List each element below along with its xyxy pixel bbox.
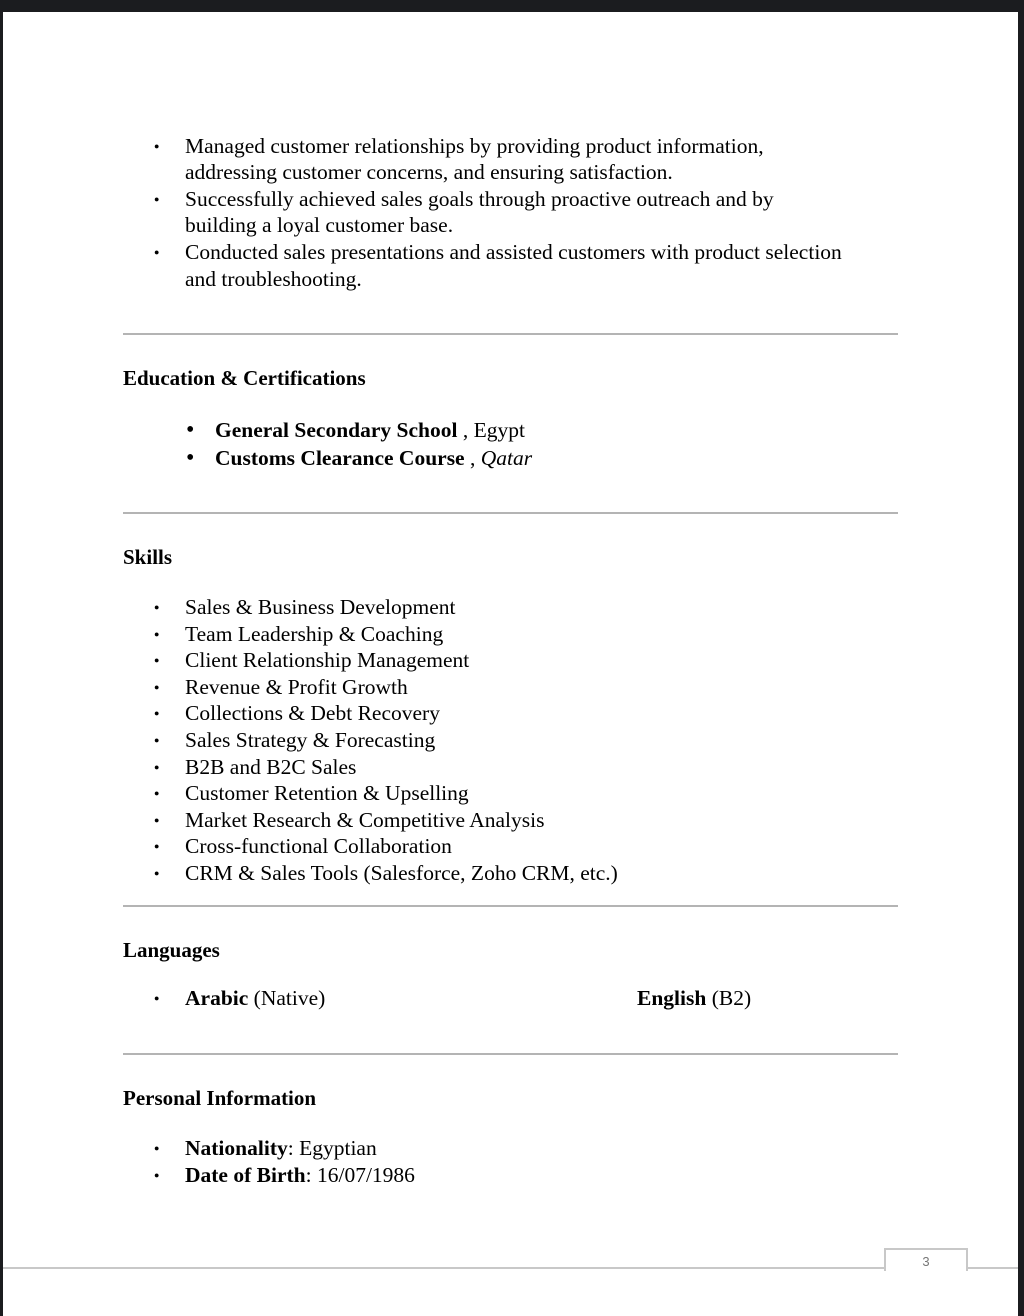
personal-label: Nationality — [185, 1136, 288, 1160]
language-item — [637, 985, 751, 1011]
bullet-icon: ● — [154, 761, 160, 772]
experience-line: addressing customer concerns, and ensuring satisfaction. — [185, 160, 673, 184]
section-divider — [123, 333, 898, 335]
skill-item: Market Research & Competitive Analysis — [185, 807, 545, 832]
skill-item: Sales Strategy & Forecasting — [185, 728, 436, 752]
language-name: Arabic — [185, 986, 249, 1010]
personal-value: : Egyptian — [287, 1136, 377, 1160]
personal-heading: Personal Information — [123, 1086, 317, 1110]
experience-line: Conducted sales presentations and assisted customers with product selection — [185, 240, 842, 264]
bullet-icon: ● — [154, 602, 160, 612]
experience-line: Successfully achieved sales goals through proactive outreach and by — [185, 187, 774, 211]
bullet-icon: ● — [154, 247, 160, 257]
section-divider — [123, 1053, 898, 1055]
experience-line: building a loyal customer base. — [185, 213, 454, 237]
education-location: Qatar — [480, 446, 533, 470]
bullet-icon: • — [186, 445, 195, 471]
personal-label: Date of Birth — [185, 1163, 306, 1187]
skill-item: B2B and B2C Sales — [185, 754, 357, 779]
skill-item: Sales & Business Development — [185, 595, 456, 619]
education-heading: Education & Certifications — [123, 366, 366, 390]
education-location: Egypt — [473, 418, 525, 442]
language-name: English — [637, 986, 707, 1010]
skill-item: Team Leadership & Coaching — [185, 621, 444, 646]
bullet-icon: ● — [154, 141, 160, 151]
skill-item: Collections & Debt Recovery — [185, 701, 440, 726]
bullet-icon: • — [186, 417, 195, 443]
bullet-icon: ● — [154, 735, 160, 745]
skill-item: Revenue & Profit Growth — [185, 674, 408, 699]
footer-line — [3, 1267, 1018, 1269]
languages-heading: Languages — [123, 938, 220, 962]
bullet-icon: ● — [154, 194, 160, 204]
skills-heading: Skills — [123, 545, 173, 569]
skill-item: Cross-functional Collaboration — [185, 834, 452, 859]
personal-item — [185, 1162, 415, 1188]
experience-line: and troubleshooting. — [185, 267, 362, 291]
separator: , — [464, 446, 481, 470]
skill-item: CRM & Sales Tools (Salesforce, Zoho CRM, etc.) — [185, 861, 618, 885]
experience-line: Managed customer relationships by providing product information, — [185, 134, 764, 158]
education-item — [215, 445, 532, 471]
bullet-icon: ● — [154, 814, 160, 825]
language-level: (B2) — [706, 986, 752, 1010]
bullet-icon: ● — [154, 1143, 160, 1153]
skill-item: Client Relationship Management — [185, 648, 470, 673]
separator: , — [457, 418, 474, 442]
bullet-icon: ● — [154, 628, 160, 639]
bullet-icon: ● — [154, 788, 160, 799]
section-divider — [123, 512, 898, 514]
bullet-icon: ● — [154, 681, 160, 692]
section-divider — [123, 905, 898, 907]
language-level: (Native) — [248, 986, 326, 1010]
education-name: General Secondary School — [215, 418, 458, 442]
bullet-icon: ● — [154, 1170, 160, 1180]
personal-item — [185, 1135, 377, 1161]
education-name: Customs Clearance Course — [215, 446, 465, 470]
bullet-icon: ● — [154, 868, 160, 878]
bullet-icon: ● — [154, 655, 160, 666]
bullet-icon: ● — [154, 708, 160, 719]
education-item — [215, 417, 525, 443]
personal-value: : 16/07/1986 — [305, 1163, 415, 1187]
skill-item: Customer Retention & Upselling — [185, 781, 469, 806]
page-number: 3 — [884, 1248, 968, 1271]
bullet-icon: ● — [154, 841, 160, 852]
bullet-icon: ● — [154, 993, 160, 1003]
language-item — [185, 985, 325, 1011]
